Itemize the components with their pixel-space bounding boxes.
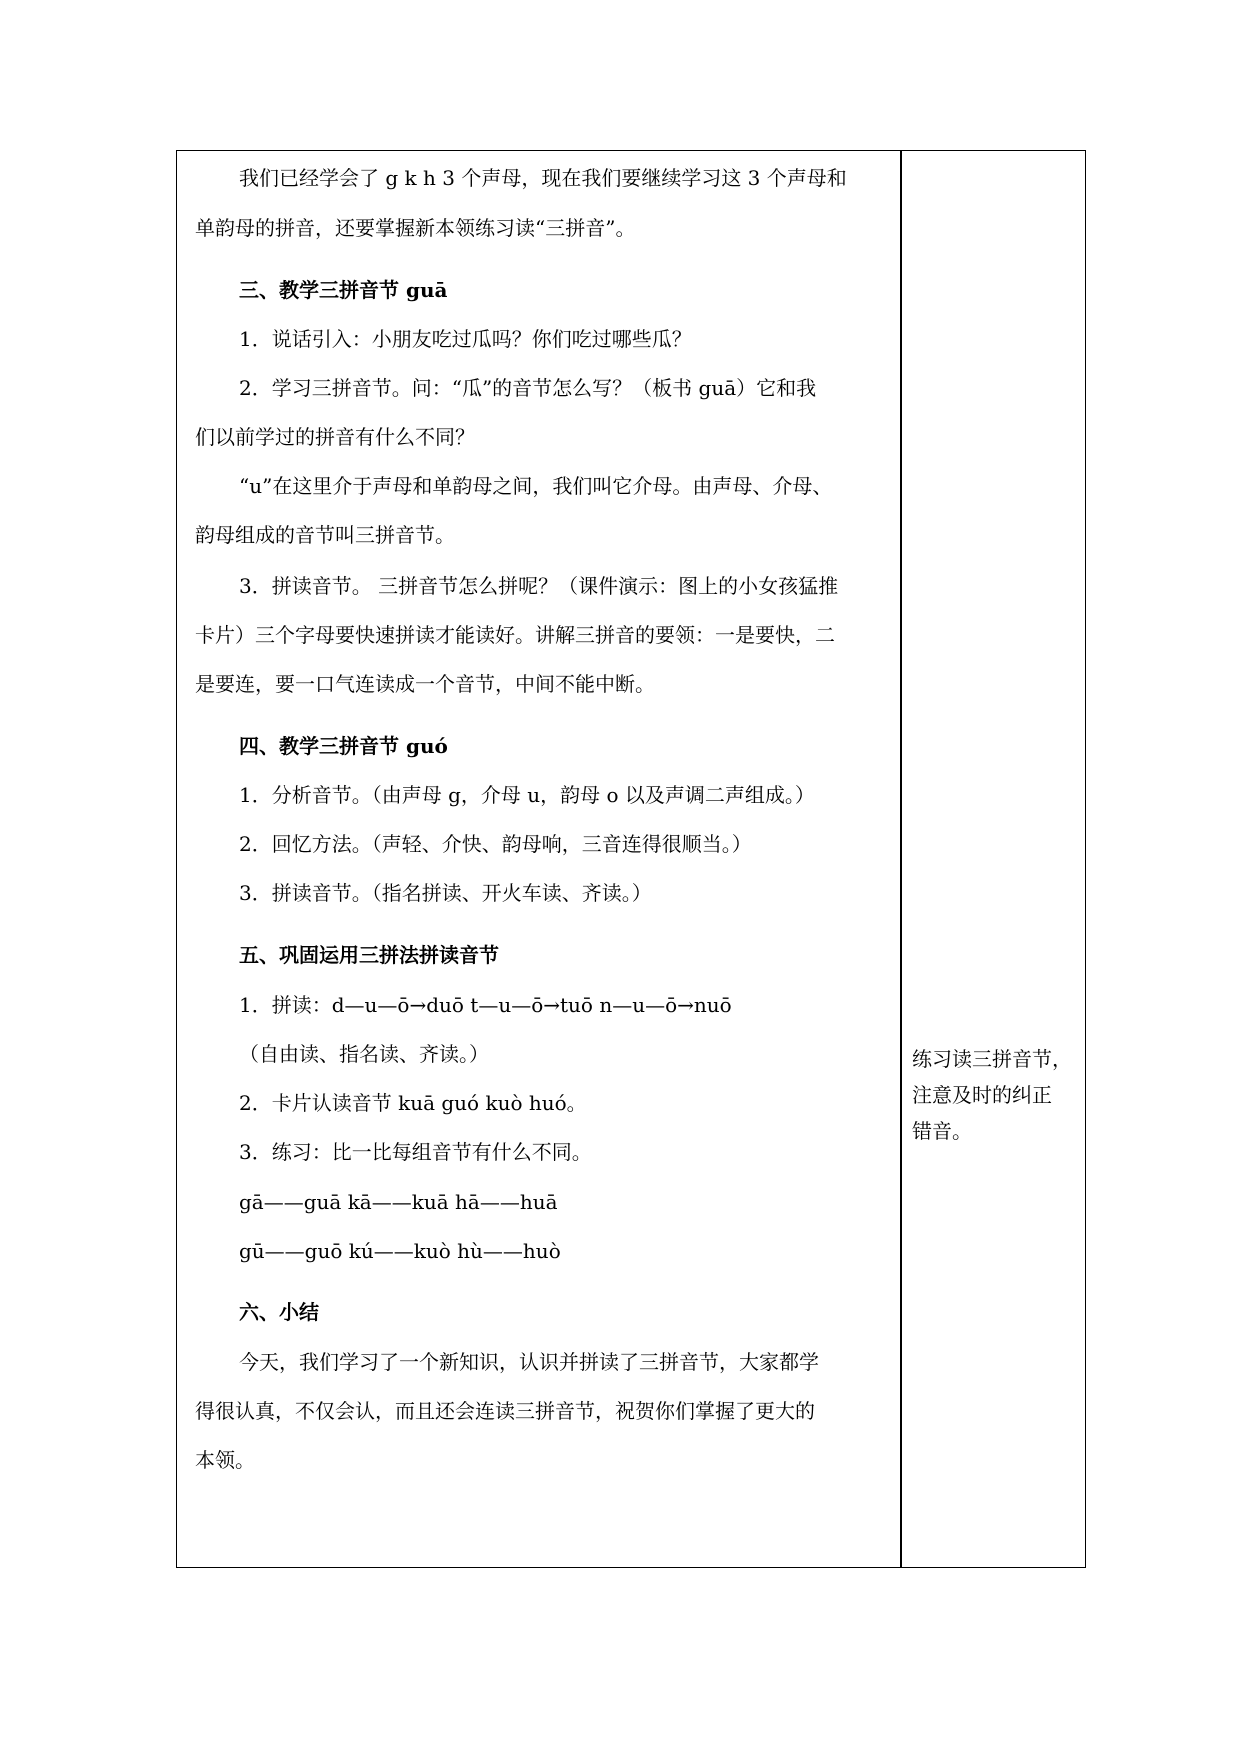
paragraph-line: （自由读、指名读、齐读。） xyxy=(239,1042,489,1066)
paragraph-line: 卡片）三个字母要快速拼读才能读好。讲解三拼音的要领：一是要快，二 xyxy=(195,623,835,647)
paragraph-line: 今天，我们学习了一个新知识，认识并拼读了三拼音节，大家都学 xyxy=(239,1350,819,1374)
note-line: 错音。 xyxy=(912,1119,972,1143)
paragraph-line: 我们已经学会了 g k h 3 个声母，现在我们要继续学习这 3 个声母和 xyxy=(239,166,847,190)
lesson-table xyxy=(176,150,1086,1568)
paragraph-line: 3．拼读音节。（指名拼读、开火车读、齐读。） xyxy=(239,881,652,905)
section-heading: 四、教学三拼音节 guó xyxy=(239,734,448,758)
paragraph-line: 是要连，要一口气连读成一个音节，中间不能中断。 xyxy=(195,672,655,696)
paragraph-line: 1．说话引入：小朋友吃过瓜吗？你们吃过哪些瓜？ xyxy=(239,327,692,351)
paragraph-line: 韵母组成的音节叫三拼音节。 xyxy=(195,523,455,547)
section-heading: 三、教学三拼音节 guā xyxy=(239,278,448,302)
paragraph-line: “u”在这里介于声母和单韵母之间，我们叫它介母。由声母、介母、 xyxy=(239,474,833,498)
paragraph-line: 2．回忆方法。（声轻、介快、韵母响，三音连得很顺当。） xyxy=(239,832,752,856)
pinyin-practice-row: gū——guō kú——kuò hù——huò xyxy=(239,1239,561,1263)
paragraph-line: 3．拼读音节。 三拼音节怎么拼呢？（课件演示：图上的小女孩猛推 xyxy=(239,574,839,598)
paragraph-line: 得很认真，不仅会认，而且还会连读三拼音节，祝贺你们掌握了更大的 xyxy=(195,1399,815,1423)
paragraph-line: 单韵母的拼音，还要掌握新本领练习读“三拼音”。 xyxy=(195,216,636,240)
pinyin-practice-row: gā——guā kā——kuā hā——huā xyxy=(239,1190,558,1214)
section-heading: 六、小结 xyxy=(239,1300,319,1324)
paragraph-line: 1．拼读：d—u—ō→duō t—u—ō→tuō n—u—ō→nuō xyxy=(239,993,732,1017)
paragraph-line: 本领。 xyxy=(195,1448,255,1472)
section-heading: 五、巩固运用三拼法拼读音节 xyxy=(239,943,499,967)
paragraph-line: 们以前学过的拼音有什么不同？ xyxy=(195,425,475,449)
paragraph-line: 1．分析音节。（由声母 g，介母 u，韵母 o 以及声调二声组成。） xyxy=(239,783,815,807)
note-line: 注意及时的纠正 xyxy=(912,1083,1052,1107)
paragraph-line: 3．练习：比一比每组音节有什么不同。 xyxy=(239,1140,592,1164)
column-divider xyxy=(900,151,902,1567)
paragraph-line: 2．学习三拼音节。问：“瓜”的音节怎么写？（板书 guā）它和我 xyxy=(239,376,817,400)
paragraph-line: 2．卡片认读音节 kuā guó kuò huó。 xyxy=(239,1091,587,1115)
note-line: 练习读三拼音节， xyxy=(912,1047,1072,1071)
